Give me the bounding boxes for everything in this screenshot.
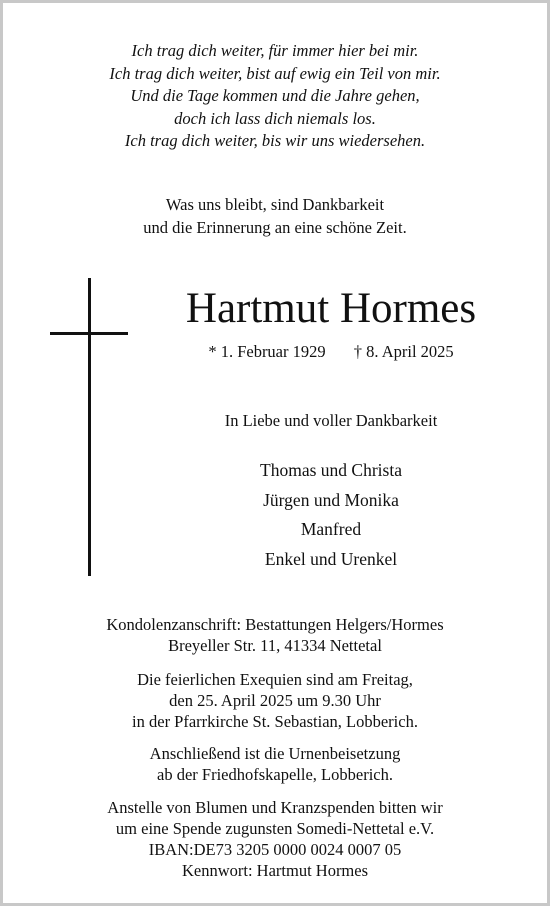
family-member: Thomas und Christa <box>260 460 402 480</box>
donation-info <box>3 797 547 881</box>
poem-line: Ich trag dich weiter, für immer hier bei mir. <box>131 41 419 60</box>
poem-line: Ich trag dich weiter, bist auf ewig ein Teil von mir. <box>109 63 441 83</box>
condolence-line: Kondolenzanschrift: Bestattungen Helgers/Hormes <box>106 615 444 634</box>
donation-iban: IBAN:DE73 3205 0000 0024 0007 05 <box>148 840 402 859</box>
quote-line: und die Erinnerung an eine schöne Zeit. <box>143 217 407 237</box>
service-line: den 25. April 2025 um 9.30 Uhr <box>169 691 381 710</box>
poem-line: Ich trag dich weiter, bis wir uns wiedersehen. <box>124 131 426 151</box>
dedication: In Liebe und voller Dankbarkeit <box>224 411 438 430</box>
condolence-line: Breyeller Str. 11, 41334 Nettetal <box>168 636 382 655</box>
burial-line: Anschließend ist die Urnenbeisetzung <box>149 744 401 763</box>
obituary-notice <box>3 3 547 903</box>
service-line: in der Pfarrkirche St. Sebastian, Lobberich. <box>132 712 418 731</box>
quote-line: Was uns bleibt, sind Dankbarkeit <box>165 195 385 214</box>
burial-line: ab der Friedhofskapelle, Lobberich. <box>157 765 393 784</box>
deceased-name: Hartmut Hormes <box>185 285 477 332</box>
family-list <box>156 456 506 574</box>
burial-info <box>3 743 547 785</box>
poem-line: doch ich lass dich niemals los. <box>174 108 376 128</box>
family-member: Jürgen und Monika <box>263 489 399 510</box>
family-member: Enkel und Urenkel <box>264 548 398 569</box>
service-info <box>3 669 547 732</box>
birth-date: * 1. Februar 1929 <box>208 342 326 361</box>
death-date: † 8. April 2025 <box>353 342 454 361</box>
service-line: Die feierlichen Exequien sind am Freitag, <box>137 670 413 689</box>
poem <box>3 40 547 153</box>
life-dates <box>156 341 506 363</box>
donation-line: Anstelle von Blumen und Kranzspenden bitten wir <box>107 798 443 817</box>
condolence-address <box>3 614 547 656</box>
donation-line: um eine Spende zugunsten Somedi-Nettetal e.V. <box>115 819 435 838</box>
family-member: Manfred <box>300 519 362 539</box>
poem-line: Und die Tage kommen und die Jahre gehen, <box>130 86 420 106</box>
donation-keyword: Kennwort: Hartmut Hormes <box>181 861 369 880</box>
quote <box>3 194 547 239</box>
cross-horizontal-bar <box>50 332 128 335</box>
cross-vertical-bar <box>88 278 91 576</box>
